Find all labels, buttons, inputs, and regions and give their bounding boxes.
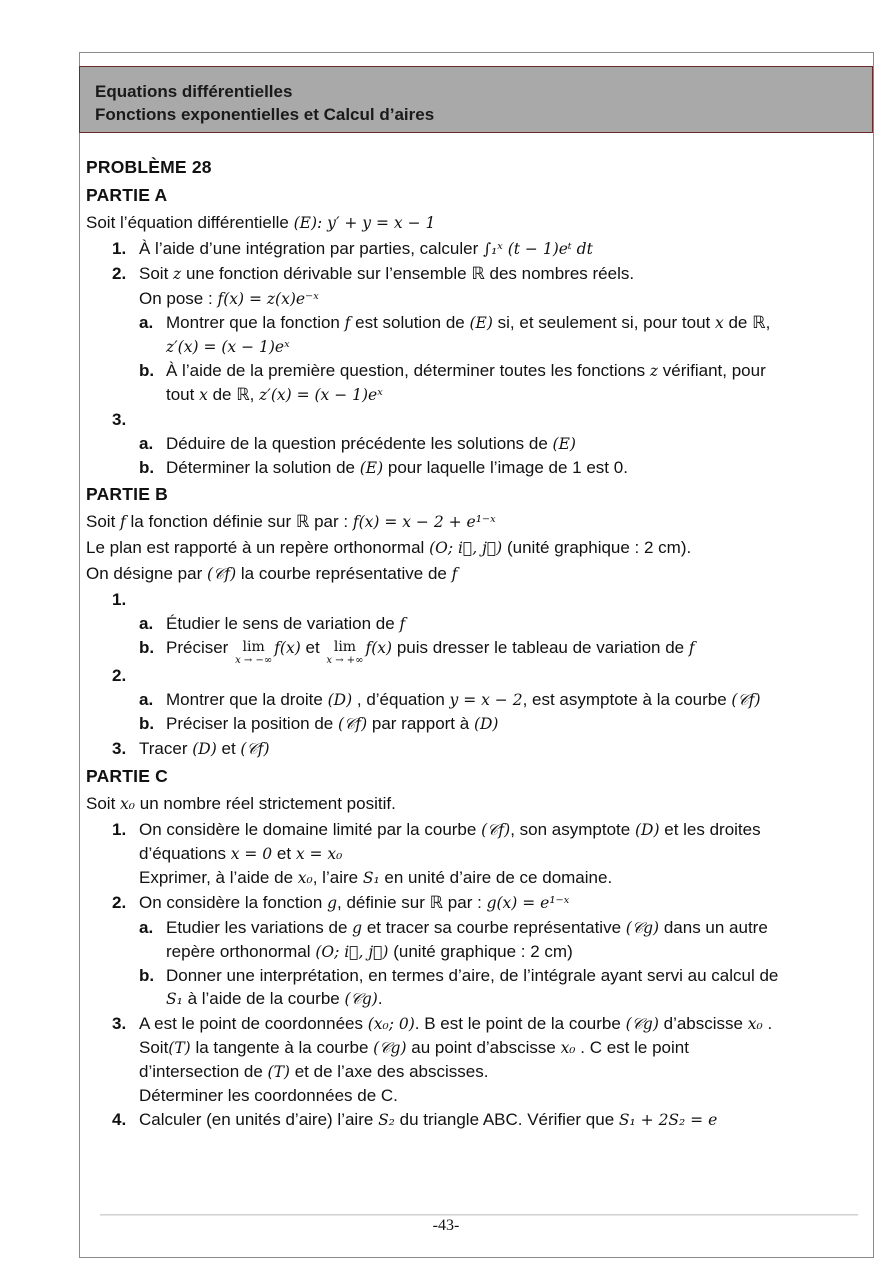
part-c-q2a: a. Etudier les variations de g et tracer sa courbe représentative (𝒞g) dans un autre repère orthonormal (O; i⃗, j⃗) (unité graphique : 2 cm) (139, 918, 768, 961)
part-a-q2b: b. À l’aide de la première question, déterminer toutes les fonctions z vérifiant, pour tout x de ℝ, z′(x) = (x − 1)eˣ (139, 361, 766, 404)
problem-title: PROBLÈME 28 (86, 157, 212, 177)
chapter-header (79, 66, 873, 133)
part-a-q2: 2. Soit z une fonction dérivable sur l’ensemble ℝ des nombres réels. (112, 264, 635, 283)
part-b-q2b: b. Préciser la position de (𝒞f) par rapport à (D) (139, 714, 499, 733)
part-b-q1b: b. Préciser lim x → −∞ f(x) et lim x → +∞ f(x) puis dresser le tableau de variation de f (139, 638, 695, 666)
part-a-q2a: a. Montrer que la fonction f est solution de (E) si, et seulement si, pour tout x de ℝ, z′(x) = (x − 1)eˣ (139, 313, 771, 356)
chapter-title-line1: Equations différentielles (95, 82, 293, 101)
part-c-intro: Soit x₀ un nombre réel strictement positif. (86, 794, 396, 813)
part-b-q1: 1. (112, 590, 127, 609)
part-b-heading: PARTIE B (86, 484, 168, 504)
part-a-q3a: a. Déduire de la question précédente les solutions de (E) (139, 434, 576, 453)
part-b-q2: 2. (112, 666, 127, 685)
part-a-q1: 1. À l’aide d’une intégration par parties, calculer ∫₁ˣ (t − 1)eᵗ dt (112, 239, 593, 258)
part-a-q3: 3. (112, 410, 127, 429)
part-a-heading: PARTIE A (86, 185, 168, 205)
part-b-q3: 3. Tracer (D) et (𝒞f) (112, 739, 270, 758)
part-a-q2-pose: On pose : f(x) = z(x)e⁻ˣ (139, 289, 319, 308)
limit-minus-infinity: lim x → −∞ (235, 639, 273, 666)
part-a-q3b: b. Déterminer la solution de (E) pour laquelle l’image de 1 est 0. (139, 458, 628, 477)
part-b-line2: Le plan est rapporté à un repère orthonormal (O; i⃗, j⃗) (unité graphique : 2 cm). (86, 538, 692, 557)
part-b-q2a: a. Montrer que la droite (D) , d’équation y = x − 2, est asymptote à la courbe (𝒞f) (139, 690, 761, 709)
limit-plus-infinity: lim x → +∞ (326, 639, 364, 666)
part-c-q3: 3. A est le point de coordonnées (x₀; 0). B est le point de la courbe (𝒞g) d’abscisse x₀ . Soit(T) la tangente à la courbe (𝒞g) au point d’abscisse x₀ . C est le point d’intersection de (T) et de l’axe des abscisses. Déterminer les coordonnées de C. (112, 1014, 773, 1105)
part-b-line1: Soit f la fonction définie sur ℝ par : f(x) = x − 2 + e¹⁻ˣ (86, 512, 496, 531)
part-c-q2: 2. On considère la fonction g, définie sur ℝ par : g(x) = e¹⁻ˣ (112, 893, 570, 912)
footer-divider (100, 1214, 858, 1216)
page-number: -43- (432, 1217, 460, 1234)
problem-content (86, 153, 870, 1133)
part-b-q1a: a. Étudier le sens de variation de f (139, 614, 406, 633)
part-b-line3: On désigne par (𝒞f) la courbe représentative de f (86, 564, 458, 583)
part-c-heading: PARTIE C (86, 766, 168, 786)
part-c-q2b: b. Donner une interprétation, en termes d’aire, de l’intégrale ayant servi au calcul de S₁ à l’aide de la courbe (𝒞g). (139, 966, 779, 1008)
part-c-q1: 1. On considère le domaine limité par la courbe (𝒞f), son asymptote (D) et les droites d’équations x = 0 et x = x₀ Exprimer, à l’aide de x₀, l’aire S₁ en unité d’aire de ce domaine. (112, 820, 761, 887)
part-a-intro: Soit l’équation différentielle (E): y′ + y = x − 1 (86, 213, 436, 232)
part-c-q4: 4. Calculer (en unités d’aire) l’aire S₂ du triangle ABC. Vérifier que S₁ + 2S₂ = e (112, 1110, 718, 1129)
chapter-title-line2: Fonctions exponentielles et Calcul d’aires (95, 105, 435, 124)
